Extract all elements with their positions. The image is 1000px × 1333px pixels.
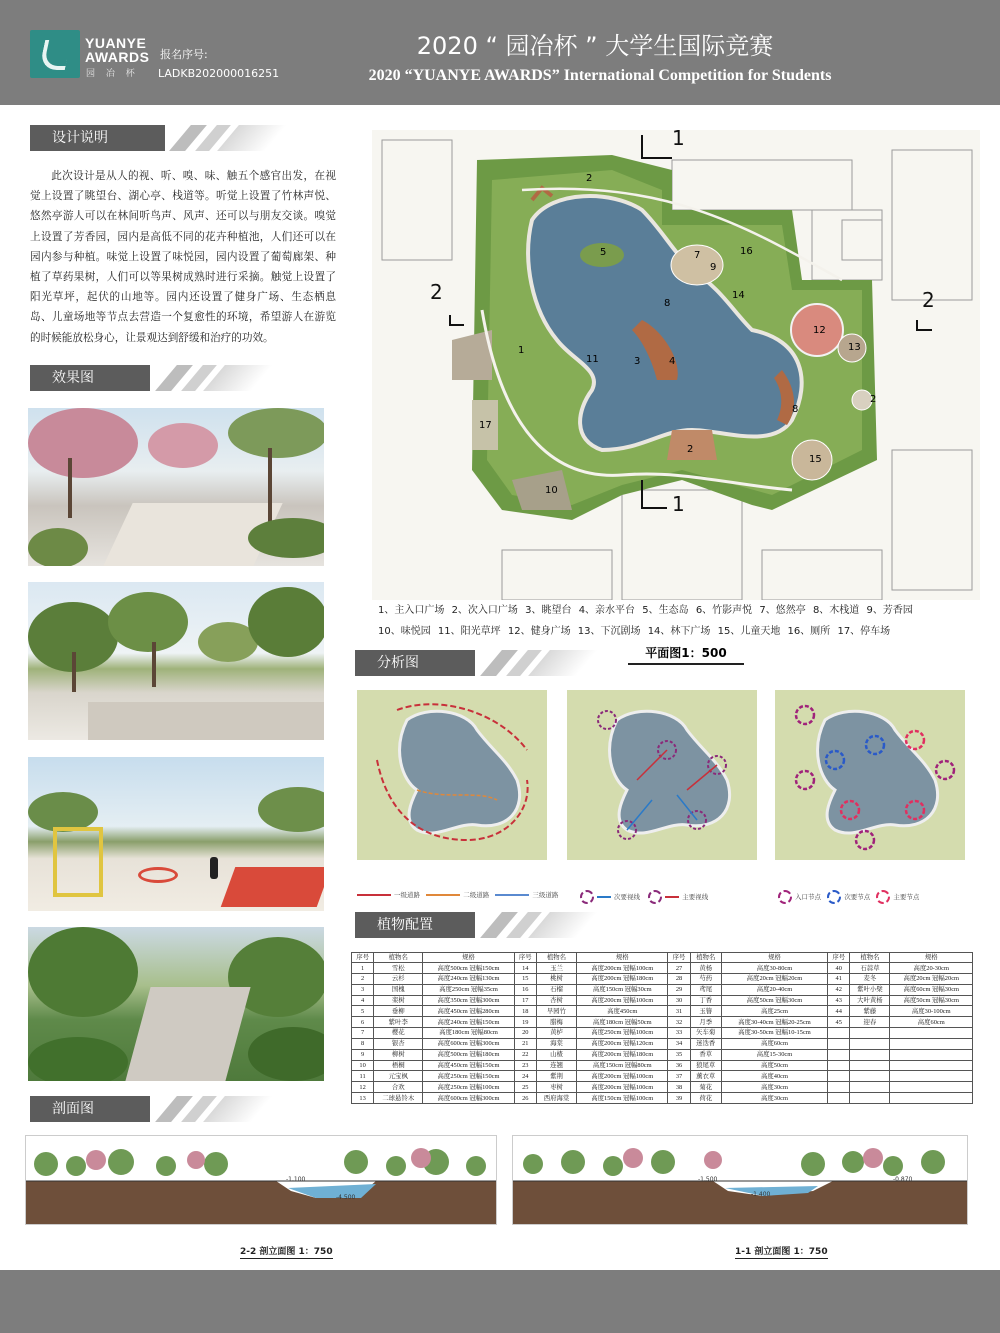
table-cell: 高度200cm 冠幅100cm	[577, 1082, 668, 1093]
table-cell: 菊花	[690, 1082, 721, 1093]
plant-table-header-cell: 规格	[721, 953, 827, 963]
table-row	[352, 1093, 973, 1104]
table-row	[352, 1038, 973, 1049]
table-cell: 13	[352, 1093, 374, 1104]
table-cell: 高度350cm 冠幅300cm	[423, 995, 514, 1006]
rendering-image-4	[28, 927, 324, 1081]
zone-label: 16	[740, 246, 753, 257]
table-cell: 早园竹	[536, 1006, 576, 1017]
table-cell: 杏树	[536, 995, 576, 1006]
table-cell: 45	[828, 1017, 850, 1028]
table-cell: 连翘	[536, 1060, 576, 1071]
table-cell	[850, 1093, 890, 1104]
plant-table-header	[352, 953, 973, 963]
table-cell: 高度200cm 冠幅180cm	[577, 973, 668, 984]
analysis-map-sightlines	[567, 690, 757, 860]
plants-title: 植物配置	[355, 912, 475, 938]
table-cell: 3	[352, 984, 374, 995]
table-cell: 二球悬铃木	[374, 1093, 423, 1104]
plants-banner	[355, 912, 655, 938]
legend-item: 16、厕所	[787, 626, 831, 637]
table-cell: 高度600cm 冠幅300cm	[423, 1093, 514, 1104]
table-cell	[828, 1082, 850, 1093]
plan-legend	[378, 600, 978, 642]
table-row	[352, 984, 973, 995]
table-cell: 34	[668, 1038, 690, 1049]
table-cell	[850, 1038, 890, 1049]
table-cell	[850, 1028, 890, 1039]
analysis-map-nodes	[775, 690, 965, 860]
table-cell: 37	[668, 1071, 690, 1082]
legend-item: 7、悠然亭	[759, 605, 806, 616]
table-cell: 高度30-50cm 冠幅10-15cm	[721, 1028, 827, 1039]
table-cell: 栾树	[374, 995, 423, 1006]
table-cell: 35	[668, 1049, 690, 1060]
plant-table-header-cell: 规格	[577, 953, 668, 963]
table-cell: 雪松	[374, 963, 423, 974]
table-row	[352, 1017, 973, 1028]
section-elevation: -0.870	[893, 1176, 913, 1183]
section-elevation: -1.500	[698, 1176, 718, 1183]
table-cell	[890, 1082, 973, 1093]
legend-item: 10、味悦园	[378, 626, 431, 637]
table-cell: 高度200cm 冠幅100cm	[577, 963, 668, 974]
analysis-banner	[355, 650, 655, 676]
legend-item: 4、亲水平台	[578, 605, 636, 616]
table-cell: 高度250cm 冠幅100cm	[577, 1028, 668, 1039]
table-cell: 桃树	[536, 973, 576, 984]
table-cell: 22	[514, 1049, 536, 1060]
table-cell: 高度250cm 冠幅35cm	[423, 984, 514, 995]
table-cell: 30	[668, 995, 690, 1006]
legend-item: 14、林下广场	[647, 626, 711, 637]
table-cell: 38	[668, 1082, 690, 1093]
table-cell: 高度200cm 冠幅100cm	[577, 1071, 668, 1082]
header-bar	[0, 0, 1000, 105]
table-cell: 西府海棠	[536, 1093, 576, 1104]
table-cell: 44	[828, 1006, 850, 1017]
zone-label: 2	[870, 394, 877, 405]
plant-table-header-cell: 序号	[668, 953, 690, 963]
table-cell: 高度450cm 冠幅150cm	[423, 1060, 514, 1071]
design-desc-banner	[30, 125, 330, 151]
table-cell: 高度20cm 冠幅20cm	[890, 973, 973, 984]
table-cell: 麦冬	[850, 973, 890, 984]
rendering-image-3	[28, 757, 324, 911]
legend-item: 一级道路	[394, 891, 420, 899]
table-cell: 6	[352, 1017, 374, 1028]
table-cell: 高度200cm 冠幅120cm	[577, 1038, 668, 1049]
zone-label: 2	[687, 444, 694, 455]
section-mark-2-right: 2	[922, 288, 935, 312]
table-cell: 高度15-30cm	[721, 1049, 827, 1060]
legend-item: 主要视线	[682, 893, 709, 901]
table-cell	[850, 1060, 890, 1071]
table-cell: 29	[668, 984, 690, 995]
table-cell: 5	[352, 1006, 374, 1017]
plant-table-header-cell: 规格	[423, 953, 514, 963]
table-cell: 黄栌	[536, 1028, 576, 1039]
plant-table-header-cell: 序号	[514, 953, 536, 963]
analysis-legend-nodes	[778, 890, 919, 904]
table-cell: 黄杨	[690, 963, 721, 974]
table-cell: 25	[514, 1082, 536, 1093]
table-cell: 狼尾草	[690, 1060, 721, 1071]
table-cell: 芍药	[690, 973, 721, 984]
zone-label: 5	[600, 247, 607, 258]
legend-item: 5、生态岛	[642, 605, 689, 616]
analysis-map-roads	[357, 690, 547, 860]
table-cell: 17	[514, 995, 536, 1006]
table-cell: 39	[668, 1093, 690, 1104]
table-cell: 高度250cm 冠幅150cm	[423, 1071, 514, 1082]
table-cell: 高度30cm	[721, 1082, 827, 1093]
analysis-legend-roads	[357, 890, 558, 899]
table-cell: 高度200cm 冠幅180cm	[577, 1049, 668, 1060]
table-cell: 32	[668, 1017, 690, 1028]
plant-table-header-cell: 规格	[890, 953, 973, 963]
table-cell: 大叶黄杨	[850, 995, 890, 1006]
plant-table-header-cell: 植物名	[374, 953, 423, 963]
table-cell: 梧桐	[374, 1060, 423, 1071]
section-2-2-drawing	[25, 1135, 497, 1225]
table-cell: 紫藤	[850, 1006, 890, 1017]
table-row	[352, 995, 973, 1006]
table-cell: 42	[828, 984, 850, 995]
table-cell: 高度150cm 冠幅80cm	[577, 1060, 668, 1071]
table-cell: 9	[352, 1049, 374, 1060]
table-cell: 11	[352, 1071, 374, 1082]
legend-item: 13、下沉剧场	[577, 626, 641, 637]
table-cell: 丁香	[690, 995, 721, 1006]
table-cell: 16	[514, 984, 536, 995]
analysis-title: 分析图	[355, 650, 475, 676]
table-cell: 高度180cm 冠幅80cm	[423, 1028, 514, 1039]
zone-label: 15	[809, 454, 822, 465]
table-cell: 20	[514, 1028, 536, 1039]
table-cell: 14	[514, 963, 536, 974]
table-cell: 樱花	[374, 1028, 423, 1039]
page-title-en: 2020 “YUANYE AWARDS” International Competition for Students	[368, 67, 832, 84]
table-cell: 高度150cm 冠幅30cm	[577, 984, 668, 995]
table-row	[352, 973, 973, 984]
section-elevation: -1.100	[286, 1176, 306, 1183]
table-cell: 31	[668, 1006, 690, 1017]
legend-item: 入口节点	[795, 893, 821, 901]
table-cell: 薰衣草	[690, 1071, 721, 1082]
table-cell: 高度600cm 冠幅300cm	[423, 1038, 514, 1049]
table-cell: 云杉	[374, 973, 423, 984]
table-cell: 鸢尾	[690, 984, 721, 995]
table-row	[352, 1060, 973, 1071]
legend-item: 6、竹影声悦	[695, 605, 753, 616]
table-cell: 高度200cm 冠幅100cm	[577, 995, 668, 1006]
table-cell: 月季	[690, 1017, 721, 1028]
table-cell: 12	[352, 1082, 374, 1093]
legend-item: 12、健身广场	[507, 626, 571, 637]
table-cell: 高度50cm 冠幅30cm	[721, 995, 827, 1006]
logo-text	[85, 36, 149, 64]
table-cell: 4	[352, 995, 374, 1006]
table-cell: 紫叶李	[374, 1017, 423, 1028]
legend-item: 1、主入口广场	[378, 605, 445, 616]
zone-label: 13	[848, 342, 861, 353]
table-cell: 石榴	[536, 984, 576, 995]
table-cell: 国槐	[374, 984, 423, 995]
zone-label: 8	[664, 298, 671, 309]
zone-label: 10	[545, 485, 558, 496]
table-row	[352, 1049, 973, 1060]
table-cell: 21	[514, 1038, 536, 1049]
design-description: 此次设计是从人的视、听、嗅、味、触五个感官出发，在视觉上设置了眺望台、湖心亭、栈道等。听觉上设置了竹林声悦、悠然亭游人可以在林间听鸟声、风声、还可以与朋友交谈。嗅觉上设置了芳香园，园内是高低不同的花卉种植池，人们还可以在园内参与种植。味觉上设置了味悦园，园内设置了葡萄廊架、种植了草药果树，人们可以等果树成熟时进行采摘。触觉上设置了阳光草坪，起伏的山地等。园内还设置了健身广场、生态栖息岛、儿童场地等节点去营造一个复愈性的环境，希望游人在游览的时候能放松身心，让景观达到舒缓和治疗的功效。	[30, 170, 336, 344]
zone-label: 11	[586, 354, 599, 365]
section-elevation: -1.400	[751, 1191, 771, 1198]
section-mark-2-left: 2	[430, 280, 443, 304]
table-cell: 36	[668, 1060, 690, 1071]
table-cell	[850, 1071, 890, 1082]
table-cell: 高度50cm	[721, 1060, 827, 1071]
legend-item: 次要节点	[844, 893, 871, 901]
plant-table-header-cell: 植物名	[690, 953, 721, 963]
table-cell	[890, 1049, 973, 1060]
table-cell: 40	[828, 963, 850, 974]
yuanye-logo-icon	[30, 30, 80, 78]
table-cell: 高度60cm	[890, 1017, 973, 1028]
table-cell: 1	[352, 963, 374, 974]
section-2-2-title: 2-2 剖立面图 1：750	[240, 1244, 333, 1259]
plant-table	[351, 952, 973, 1104]
table-cell: 高度25cm	[721, 1006, 827, 1017]
zone-label: 17	[479, 420, 492, 431]
table-cell: 高度30cm	[721, 1093, 827, 1104]
footer-bar	[0, 1270, 1000, 1333]
table-cell: 垂柳	[374, 1006, 423, 1017]
registration-number: LADKB202000016251	[158, 67, 280, 80]
table-cell: 山楂	[536, 1049, 576, 1060]
table-cell: 27	[668, 963, 690, 974]
table-cell: 香草	[690, 1049, 721, 1060]
renderings-banner	[30, 365, 330, 391]
section-elevation: -4.500	[336, 1194, 356, 1201]
table-cell: 腊梅	[536, 1017, 576, 1028]
page-title-cn: 2020 “ 园冶杯 ” 大学生国际竞赛	[416, 32, 774, 60]
section-1-1-drawing	[512, 1135, 968, 1225]
analysis-legend-sightlines	[580, 890, 708, 904]
table-cell: 10	[352, 1060, 374, 1071]
table-cell: 19	[514, 1017, 536, 1028]
site-plan	[372, 130, 980, 600]
table-cell: 玉兰	[536, 963, 576, 974]
table-cell: 43	[828, 995, 850, 1006]
renderings-title: 效果图	[30, 365, 150, 391]
plant-table-body	[352, 963, 973, 1104]
table-row	[352, 1006, 973, 1017]
cross-sections-title: 剖面图	[30, 1096, 150, 1122]
table-cell: 高度20cm 冠幅20cm	[721, 973, 827, 984]
table-cell: 7	[352, 1028, 374, 1039]
table-row	[352, 963, 973, 974]
table-row	[352, 1071, 973, 1082]
table-cell: 石蒜草	[850, 963, 890, 974]
table-cell: 8	[352, 1038, 374, 1049]
table-cell	[828, 1060, 850, 1071]
table-cell: 高度450cm	[577, 1006, 668, 1017]
table-cell: 矢车菊	[690, 1028, 721, 1039]
legend-item: 8、木栈道	[812, 605, 860, 616]
table-cell: 银杏	[374, 1038, 423, 1049]
table-cell: 柳树	[374, 1049, 423, 1060]
table-cell	[850, 1082, 890, 1093]
registration-label: 报名序号:	[160, 48, 208, 61]
zone-label: 4	[669, 356, 676, 367]
legend-item: 2、次入口广场	[451, 605, 518, 616]
table-cell: 高度20-30cm	[890, 963, 973, 974]
zone-label: 9	[710, 262, 717, 273]
table-cell: 高度250cm 冠幅100cm	[423, 1082, 514, 1093]
table-cell: 高度30-100cm	[890, 1006, 973, 1017]
table-cell	[828, 1049, 850, 1060]
legend-item: 17、停车场	[837, 626, 891, 637]
table-cell: 高度30-40cm 冠幅20-25cm	[721, 1017, 827, 1028]
table-cell: 33	[668, 1028, 690, 1039]
rendering-image-1	[28, 408, 324, 566]
legend-item: 15、儿童天地	[717, 626, 781, 637]
legend-item: 次要视线	[614, 893, 640, 901]
logo-subtitle: 园 冶 杯	[86, 69, 139, 79]
table-cell: 41	[828, 973, 850, 984]
table-cell: 28	[668, 973, 690, 984]
legend-item: 11、阳光草坪	[437, 626, 501, 637]
table-cell	[890, 1093, 973, 1104]
table-cell: 高度240cm 冠幅130cm	[423, 973, 514, 984]
table-cell: 高度500cm 冠幅150cm	[423, 963, 514, 974]
plant-table-header-cell: 序号	[828, 953, 850, 963]
zone-label: 2	[586, 173, 593, 184]
legend-item: 二级道路	[463, 891, 490, 899]
table-cell	[828, 1038, 850, 1049]
table-cell	[828, 1071, 850, 1082]
table-cell	[850, 1049, 890, 1060]
zone-label: 14	[732, 290, 745, 301]
table-cell: 2	[352, 973, 374, 984]
table-cell: 26	[514, 1093, 536, 1104]
table-cell: 高度50cm 冠幅30cm	[890, 995, 973, 1006]
table-cell	[828, 1028, 850, 1039]
table-cell: 高度150cm 冠幅100cm	[577, 1093, 668, 1104]
table-cell: 高度30-80cm	[721, 963, 827, 974]
table-cell: 24	[514, 1071, 536, 1082]
table-cell: 紫荆	[536, 1071, 576, 1082]
table-cell: 高度500cm 冠幅180cm	[423, 1049, 514, 1060]
table-cell: 高度40cm	[721, 1071, 827, 1082]
section-mark-1-bottom: 1	[672, 492, 685, 516]
legend-item: 三级道路	[532, 891, 559, 899]
table-cell: 高度450cm 冠幅280cm	[423, 1006, 514, 1017]
site-plan-drawing	[372, 130, 980, 600]
plant-table-header-cell: 植物名	[850, 953, 890, 963]
legend-item: 3、眺望台	[525, 605, 572, 616]
rendering-image-2	[28, 582, 324, 740]
table-cell: 海棠	[536, 1038, 576, 1049]
logo-line2: AWARDS	[85, 49, 150, 65]
zone-label: 7	[694, 250, 701, 261]
zone-label: 12	[813, 325, 826, 336]
table-cell: 高度180cm 冠幅50cm	[577, 1017, 668, 1028]
table-cell: 高度240cm 冠幅150cm	[423, 1017, 514, 1028]
zone-label: 1	[518, 345, 525, 356]
plan-scale: 平面图1：500	[628, 644, 744, 665]
logo-line1: YUANYE	[85, 35, 147, 51]
zone-label: 3	[634, 356, 641, 367]
table-cell: 迷迭香	[690, 1038, 721, 1049]
table-cell	[890, 1028, 973, 1039]
plant-table-header-cell: 序号	[352, 953, 374, 963]
section-1-1-title: 1-1 剖立面图 1：750	[735, 1244, 828, 1259]
legend-item: 9、芳香园	[866, 605, 913, 616]
table-cell: 合欢	[374, 1082, 423, 1093]
table-cell	[890, 1038, 973, 1049]
design-desc-title: 设计说明	[30, 125, 165, 151]
table-cell: 高度60cm	[721, 1038, 827, 1049]
table-cell: 18	[514, 1006, 536, 1017]
section-mark-1-top: 1	[672, 130, 685, 150]
table-cell: 15	[514, 973, 536, 984]
table-cell: 迎春	[850, 1017, 890, 1028]
table-cell: 元宝枫	[374, 1071, 423, 1082]
table-cell: 高度20-40cm	[721, 984, 827, 995]
table-cell: 高度60cm 冠幅30cm	[890, 984, 973, 995]
table-cell: 枣树	[536, 1082, 576, 1093]
table-cell: 23	[514, 1060, 536, 1071]
table-cell	[890, 1071, 973, 1082]
table-cell: 玉簪	[690, 1006, 721, 1017]
zone-label: 8	[792, 404, 799, 415]
cross-sections-banner	[30, 1096, 330, 1122]
table-row	[352, 1082, 973, 1093]
table-cell	[890, 1060, 973, 1071]
table-cell	[828, 1093, 850, 1104]
legend-item: 主要节点	[893, 893, 920, 901]
table-row	[352, 1028, 973, 1039]
table-cell: 紫叶小檗	[850, 984, 890, 995]
plant-table-header-cell: 植物名	[536, 953, 576, 963]
table-cell: 荷花	[690, 1093, 721, 1104]
